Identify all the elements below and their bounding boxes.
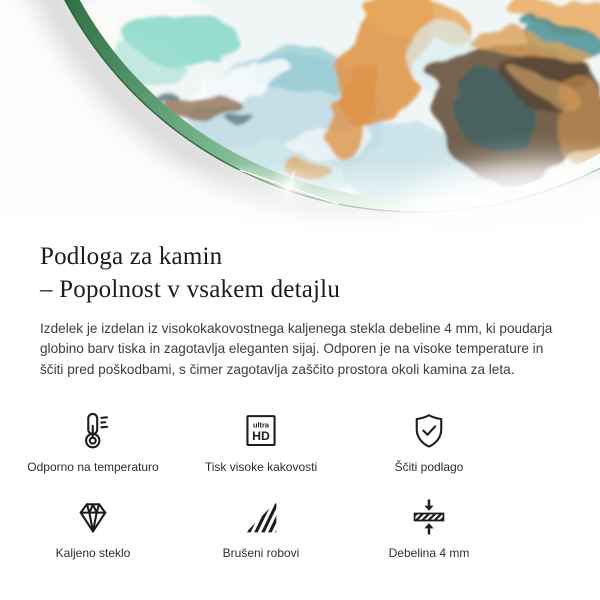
shield-check-icon xyxy=(408,410,450,452)
feature-item-polished-edges xyxy=(177,496,345,560)
feature-label: Kaljeno steklo xyxy=(55,546,131,561)
ultra-hd-icon xyxy=(240,410,282,452)
feature-label: Tisk visoke kakovosti xyxy=(204,460,318,475)
feature-item-temperature xyxy=(9,410,177,474)
thickness-icon xyxy=(408,496,450,538)
svg-text:HD: HD xyxy=(252,428,270,443)
feature-item-tempered-glass xyxy=(9,496,177,560)
glass-pad-illustration xyxy=(0,0,600,235)
polished-edges-icon xyxy=(240,496,282,538)
feature-label: Odporno na temperaturo xyxy=(27,460,159,475)
page-title-line2: – Popolnost v vsakem detajlu xyxy=(40,275,341,303)
feature-label: Ščiti podlago xyxy=(394,460,464,475)
page-title xyxy=(40,241,570,306)
feature-item-protection xyxy=(345,410,513,474)
product-info-section xyxy=(0,241,600,560)
feature-grid xyxy=(9,410,513,560)
feature-label: Debelina 4 mm xyxy=(388,546,470,561)
feature-item-print-quality xyxy=(177,410,345,474)
feature-label: Brušeni robovi xyxy=(222,546,300,561)
product-image[interactable] xyxy=(0,0,600,235)
product-description: Izdelek je izdelan iz visokokakovostnega kaljenega stekla debeline 4 mm, ki poudarja globino barv tiska in zagotavlja eleganten sijaj. Odporen je na visoke temperature in ščiti pred poškodbami, s čimer zagotavlja zaščito prostora okoli kamina za leta. xyxy=(40,321,553,377)
diamond-icon xyxy=(72,496,114,538)
feature-item-thickness xyxy=(345,496,513,560)
page-title-line1: Podloga za kamin xyxy=(40,243,223,270)
thermometer-icon xyxy=(72,410,114,452)
svg-text:ultra: ultra xyxy=(252,420,270,430)
